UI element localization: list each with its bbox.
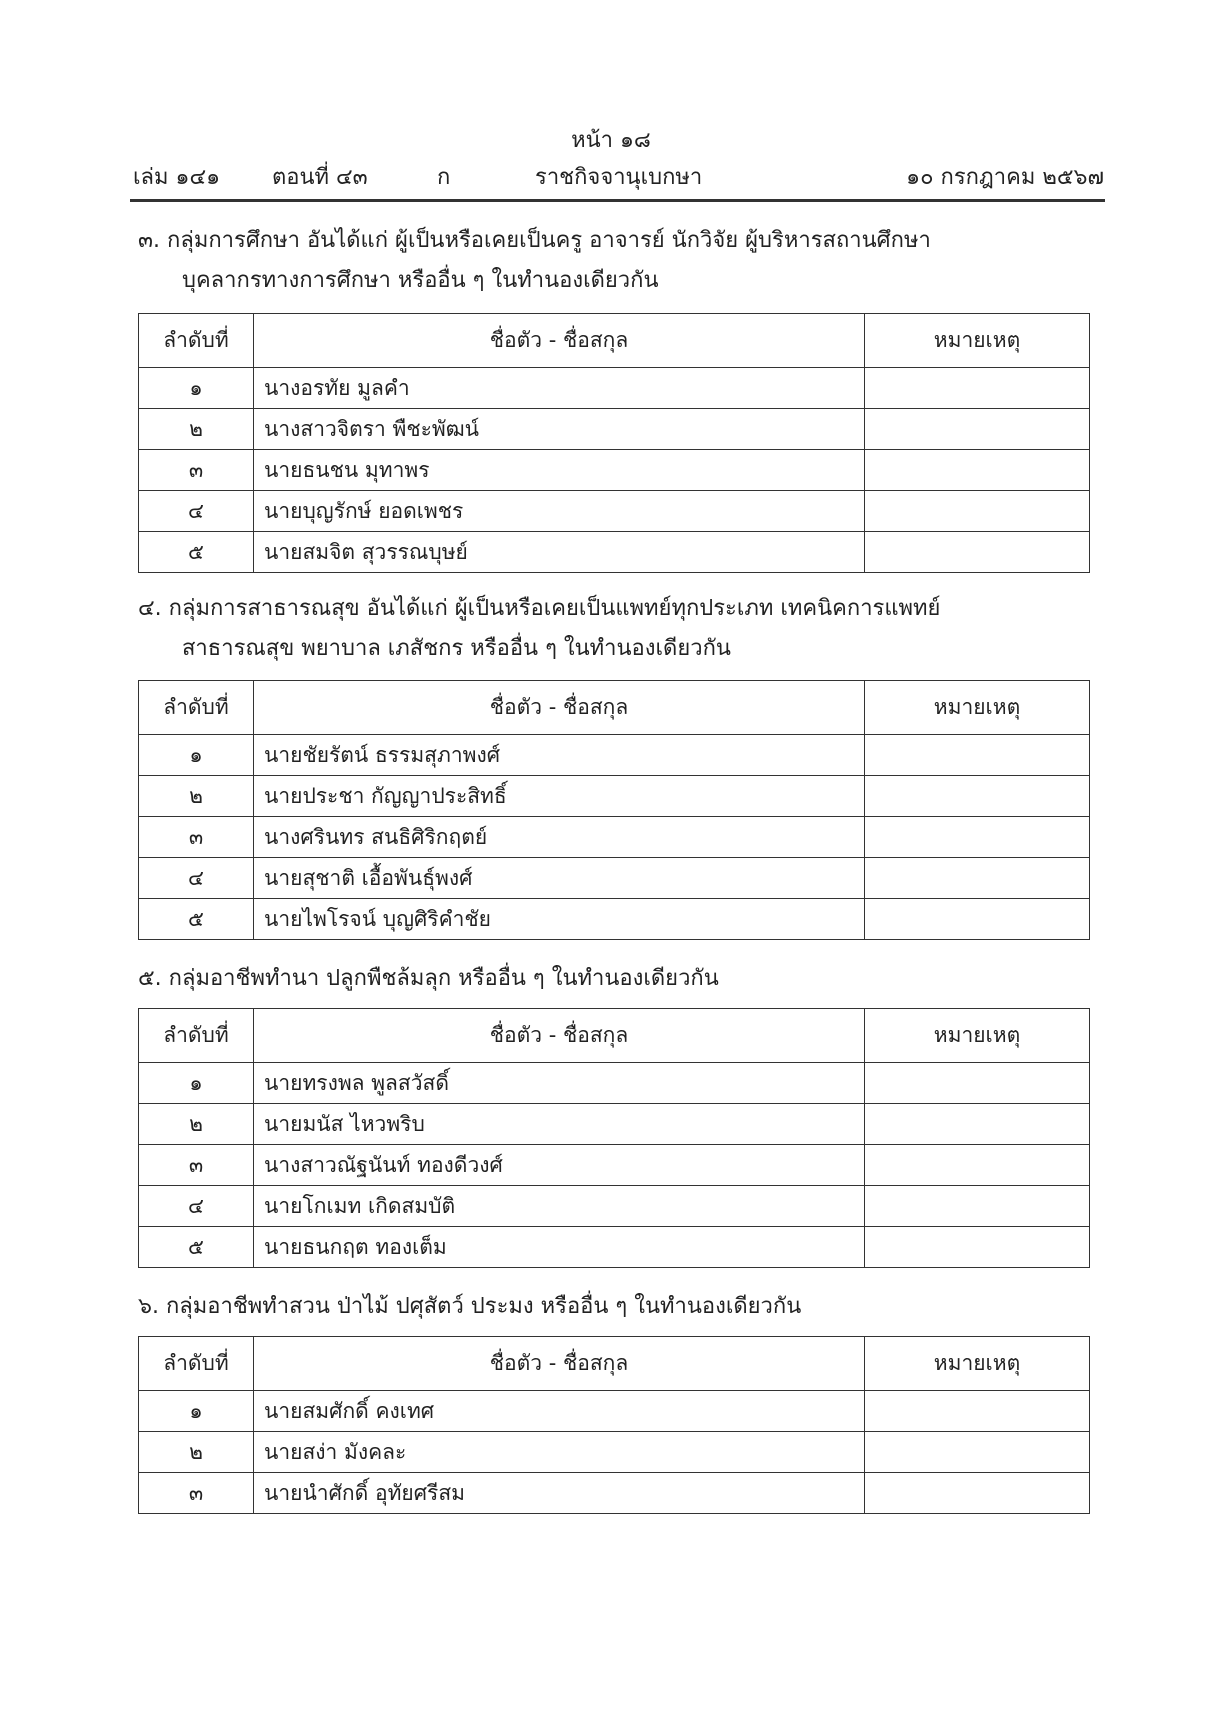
member-name: นายทรงพล พูลสวัสดิ์ [254,1063,865,1104]
row-number: ๔ [139,1186,254,1227]
table-row [139,1145,1090,1186]
row-number: ๓ [139,1145,254,1186]
member-note [865,899,1090,940]
group-heading: ๓. กลุ่มการศึกษา อันได้แก่ ผู้เป็นหรือเคยเป็นครู อาจารย์ นักวิจัย ผู้บริหารสถานศึกษา [138,228,931,253]
row-number: ๒ [139,1432,254,1473]
member-note [865,1432,1090,1473]
table-row [139,532,1090,573]
table-header [139,1009,1090,1063]
col-no: ลำดับที่ [139,1337,254,1391]
table-row [139,1432,1090,1473]
member-note [865,817,1090,858]
table-row [139,409,1090,450]
col-name: ชื่อตัว - ชื่อสกุล [254,1337,865,1391]
col-name: ชื่อตัว - ชื่อสกุล [254,1009,865,1063]
table-header [139,314,1090,368]
table-row [139,735,1090,776]
member-table [138,313,1090,573]
page-number: หน้า ๑๘ [571,128,651,153]
section-letter: ก [437,165,451,190]
col-no: ลำดับที่ [139,681,254,735]
col-no: ลำดับที่ [139,314,254,368]
table-row [139,1104,1090,1145]
member-name: นางสาวณัฐนันท์ ทองดีวงศ์ [254,1145,865,1186]
row-number: ๕ [139,899,254,940]
member-name: นายประชา กัญญาประสิทธิ์ [254,776,865,817]
member-note [865,450,1090,491]
member-note [865,409,1090,450]
member-name: นางศรินทร สนธิศิริกฤตย์ [254,817,865,858]
member-name: นายมนัส ไหวพริบ [254,1104,865,1145]
group-heading: ๕. กลุ่มอาชีพทำนา ปลูกพืชล้มลุก หรืออื่น ๆ ในทำนองเดียวกัน [138,966,719,991]
member-name: นายบุญรักษ์ ยอดเพชร [254,491,865,532]
table-row [139,817,1090,858]
member-note [865,368,1090,409]
row-number: ๒ [139,776,254,817]
table-row [139,1391,1090,1432]
member-note [865,1145,1090,1186]
group-heading-continued: บุคลากรทางการศึกษา หรืออื่น ๆ ในทำนองเดียวกัน [182,268,659,293]
row-number: ๒ [139,409,254,450]
col-name: ชื่อตัว - ชื่อสกุล [254,681,865,735]
row-number: ๕ [139,532,254,573]
group-heading-continued: สาธารณสุข พยาบาล เภสัชกร หรืออื่น ๆ ในทำนองเดียวกัน [182,636,731,661]
member-name: นางสาวจิตรา พืชะพัฒน์ [254,409,865,450]
member-name: นายธนกฤต ทองเต็ม [254,1227,865,1268]
member-name: นายสุชาติ เอื้อพันธุ์พงศ์ [254,858,865,899]
issue: ตอนที่ ๔๓ [272,165,368,190]
row-number: ๔ [139,858,254,899]
table-header [139,681,1090,735]
row-number: ๒ [139,1104,254,1145]
member-table [138,1008,1090,1268]
member-name: นายโกเมท เกิดสมบัติ [254,1186,865,1227]
member-note [865,1186,1090,1227]
member-note [865,532,1090,573]
member-note [865,491,1090,532]
row-number: ๑ [139,1391,254,1432]
group-heading: ๖. กลุ่มอาชีพทำสวน ป่าไม้ ปศุสัตว์ ประมง หรืออื่น ๆ ในทำนองเดียวกัน [138,1294,802,1319]
member-note [865,735,1090,776]
table-row [139,899,1090,940]
member-note [865,1473,1090,1514]
row-number: ๕ [139,1227,254,1268]
col-name: ชื่อตัว - ชื่อสกุล [254,314,865,368]
table-row [139,368,1090,409]
col-note: หมายเหตุ [865,314,1090,368]
publication-name: ราชกิจจานุเบกษา [535,165,703,190]
table-row [139,858,1090,899]
member-note [865,1227,1090,1268]
table-row [139,776,1090,817]
member-note [865,858,1090,899]
member-name: นายสง่า มังคละ [254,1432,865,1473]
row-number: ๑ [139,735,254,776]
member-name: นายสมศักดิ์ คงเทศ [254,1391,865,1432]
member-note [865,1104,1090,1145]
member-table [138,680,1090,940]
member-note [865,776,1090,817]
table-row [139,1063,1090,1104]
row-number: ๑ [139,368,254,409]
col-no: ลำดับที่ [139,1009,254,1063]
member-name: นายสมจิต สุวรรณบุษย์ [254,532,865,573]
member-name: นางอรทัย มูลคำ [254,368,865,409]
volume: เล่ม ๑๔๑ [133,165,221,190]
table-header [139,1337,1090,1391]
member-name: นายนำศักดิ์ อุทัยศรีสม [254,1473,865,1514]
row-number: ๔ [139,491,254,532]
group-heading: ๔. กลุ่มการสาธารณสุข อันได้แก่ ผู้เป็นหรือเคยเป็นแพทย์ทุกประเภท เทคนิคการแพทย์ [138,596,941,621]
table-row [139,450,1090,491]
member-name: นายไพโรจน์ บุญศิริคำชัย [254,899,865,940]
row-number: ๓ [139,450,254,491]
col-note: หมายเหตุ [865,681,1090,735]
row-number: ๓ [139,1473,254,1514]
table-row [139,1473,1090,1514]
row-number: ๓ [139,817,254,858]
col-note: หมายเหตุ [865,1009,1090,1063]
member-name: นายธนชน มุทาพร [254,450,865,491]
table-row [139,1227,1090,1268]
table-row [139,491,1090,532]
publication-date: ๑๐ กรกฎาคม ๒๕๖๗ [906,165,1104,190]
row-number: ๑ [139,1063,254,1104]
col-note: หมายเหตุ [865,1337,1090,1391]
member-name: นายชัยรัตน์ ธรรมสุภาพงศ์ [254,735,865,776]
table-row [139,1186,1090,1227]
header-divider [130,199,1105,202]
member-table [138,1336,1090,1514]
member-note [865,1391,1090,1432]
member-note [865,1063,1090,1104]
